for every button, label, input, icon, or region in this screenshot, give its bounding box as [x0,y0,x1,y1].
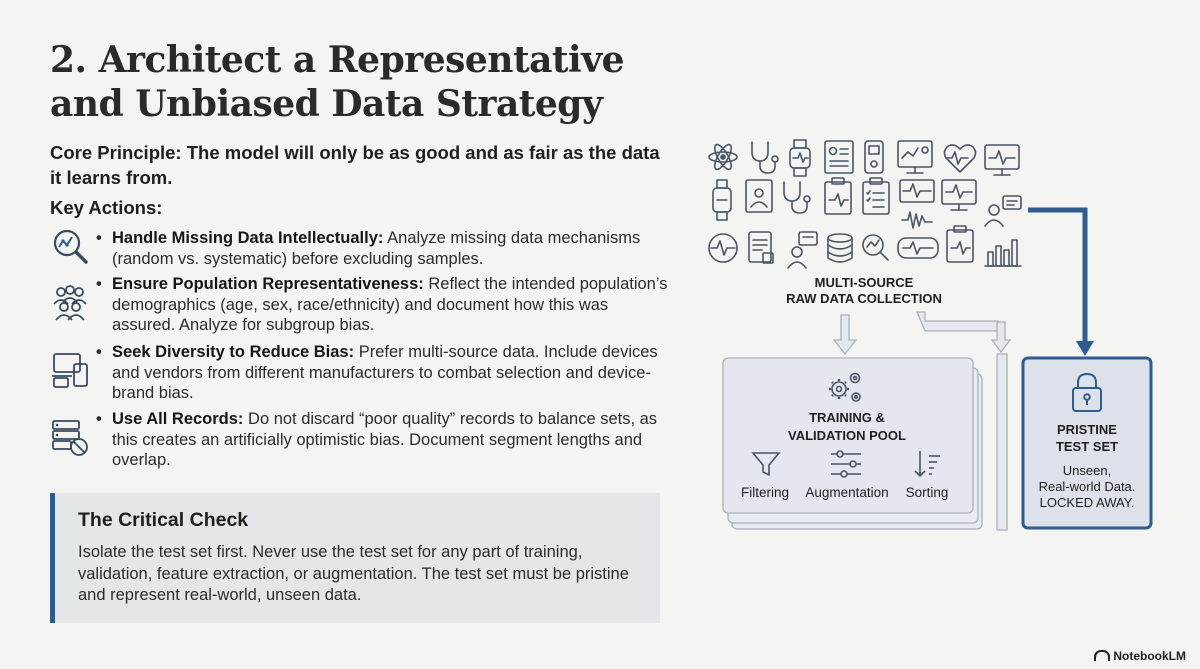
search-chart-icon [863,235,888,260]
bar-chart-icon [985,240,1021,266]
action-title: Ensure Population Representativeness: [112,275,424,293]
stethoscope-icon [752,142,778,173]
fitness-band-icon [713,180,731,220]
op-filtering: Filtering [740,485,790,500]
action-text: Analyze missing data mechanisms (random vs. systematic) before excluding samples. [112,229,641,268]
raw-data-label-2: RAW DATA COLLECTION [786,291,942,306]
page-title: 2. Architect a Representative and Unbiased Data Strategy [50,39,625,125]
action-text: Do not discard “poor quality” records to balance sets, as this creates an artificially optimistic bias. Document segment lengths and overlap. [112,410,658,469]
action-title: Seek Diversity to Reduce Bias: [112,343,355,361]
arrow-to-training [834,315,856,354]
magnifier-chart-icon [50,226,90,266]
test-set-desc-3: LOCKED AWAY. [1039,495,1135,510]
action-title: Handle Missing Data Intellectually: [112,229,384,247]
clipboard-pulse-icon [947,226,973,262]
data-source-icons [709,140,1021,268]
portable-ecg-icon [898,238,938,258]
key-actions-heading: Key Actions: [50,197,163,218]
raw-data-label-1: MULTI-SOURCE [814,275,914,290]
op-sorting: Sorting [905,485,949,500]
test-set-label-1: PRISTINE [1057,422,1117,437]
test-set-label-2: TEST SET [1055,439,1119,454]
test-set-desc-1: Unseen, [1062,463,1112,478]
test-set-desc-2: Real-world Data. [1038,479,1136,494]
brand-label: NotebookLM [1113,649,1186,663]
notebooklm-brand [1094,649,1186,663]
action-text: Reflect the intended population’s demographics (age, sex, race/ethnicity) and document how this was assured. Analyze for subgroup bias. [112,275,668,334]
critical-check-text: Isolate the test set first. Never use the test set for any part of training, validation, feature extraction, or augmentation. The test set must be pristine and represent real-world, unseen data. [78,543,629,604]
action-title: Use All Records: [112,410,244,428]
clipboard-chart-icon [825,178,851,214]
arrow-to-test-set [1028,210,1094,356]
stethoscope-icon-2 [784,182,810,213]
smartwatch-icon [790,140,810,176]
core-principle: Core Principle: The model will only be as good and as fair as the data it learns from. [50,142,660,188]
checklist-icon [863,178,889,214]
op-augmentation: Augmentation [805,485,889,500]
person-chat-icon [788,232,817,268]
waveform-icon [902,212,932,228]
monitor-pulse-icon [942,180,976,210]
medical-record-icon [825,141,853,173]
atom-icon [709,142,737,171]
people-group-icon [50,282,90,322]
data-flow-diagram [690,120,1190,550]
training-label-1: TRAINING & [809,410,885,425]
action-text: Prefer multi-source data. Include devices and vendors from different manufacturers to combat selection and device-brand bias. [112,343,658,402]
doctor-chat-icon [985,196,1021,226]
training-label-2: VALIDATION POOL [788,428,906,443]
lab-report-icon [749,232,773,263]
records-no-discard-icon [50,417,90,457]
database-icon [828,234,852,262]
heart-pulse-icon [945,145,976,172]
critical-check-callout [50,493,660,623]
notebooklm-logo-icon [1094,650,1110,661]
patient-file-icon [746,180,772,212]
ecg-monitor-icon [985,145,1019,175]
devices-icon [50,350,90,390]
training-pool-stack [723,358,982,529]
critical-check-heading: The Critical Check [78,509,249,531]
circular-ecg-icon [709,234,737,262]
screen-chart-icon [898,141,932,173]
handheld-monitor-icon [865,141,883,173]
waveform-screen-icon [900,180,934,202]
